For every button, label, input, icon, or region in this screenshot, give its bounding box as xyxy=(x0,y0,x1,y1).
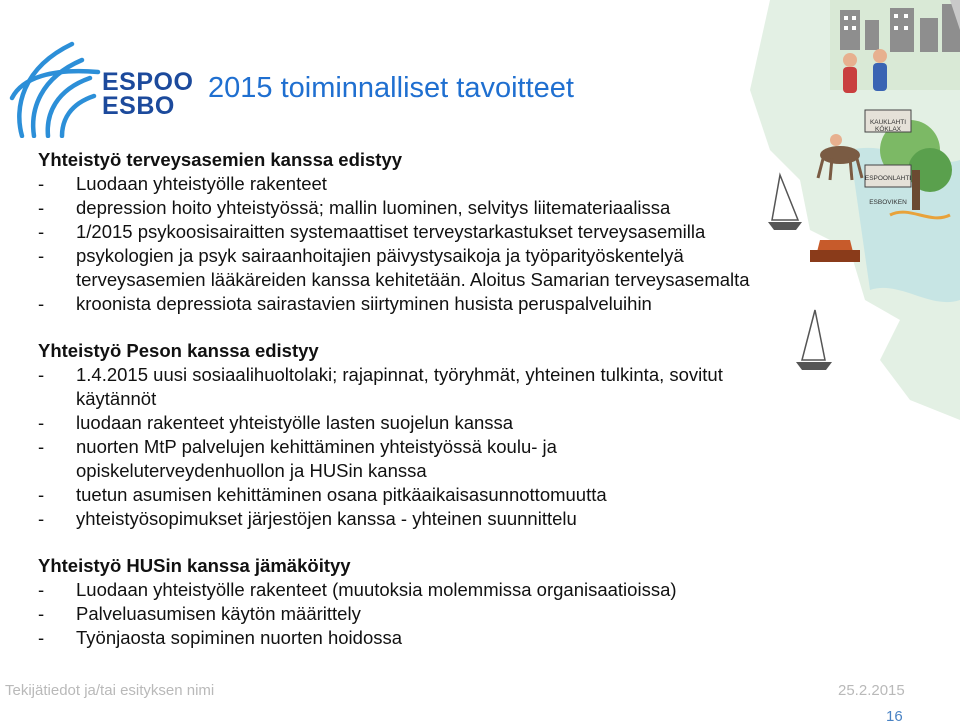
list-item: - Työnjaosta sopiminen nuorten hoidossa xyxy=(38,627,403,648)
list-item: - kroonista depressiota sairastavien siirtyminen husista peruspalveluihin xyxy=(38,293,652,314)
list-item: - tuetun asumisen kehittäminen osana pitkäaikaisasunnottomuutta xyxy=(38,484,607,505)
footer-presentation-name: Tekijätiedot ja/tai esityksen nimi xyxy=(5,682,215,699)
list-item: - depression hoito yhteistyössä; mallin luominen, selvitys liitemateriaalissa xyxy=(38,197,671,218)
footer-date: 25.2.2015 xyxy=(838,682,905,699)
list-item-continuation: opiskeluterveydenhuollon ja HUSin kanssa xyxy=(76,460,427,481)
list-item: - 1.4.2015 uusi sosiaalihuoltolaki; rajapinnat, työryhmät, yhteinen tulkinta, sovitut xyxy=(38,364,723,385)
slide-body xyxy=(38,148,898,650)
list-item-continuation: terveysasemien lääkäreiden kanssa kehitetään. Aloitus Samarian terveysasemalta xyxy=(76,269,750,290)
list-item: - luodaan rakenteet yhteistyölle lasten suojelun kanssa xyxy=(38,412,514,433)
list-item: - Luodaan yhteistyölle rakenteet (muutoksia molemmissa organisaatioissa) xyxy=(38,579,677,600)
map-label-esboviken: ESBOVIKEN xyxy=(869,199,907,206)
list-item: - 1/2015 psykoosisairaitten systemaattiset terveystarkastukset terveysasemilla xyxy=(38,221,706,242)
logo-esbo: ESBO xyxy=(102,92,175,120)
section-heading-hus: Yhteistyö HUSin kanssa jämäköityy xyxy=(38,555,351,576)
section-heading-peso: Yhteistyö Peson kanssa edistyy xyxy=(38,340,319,361)
logo-espoo: ESPOO xyxy=(102,68,194,96)
list-item: - psykologien ja psyk sairaanhoitajien päivystysaikoja ja työparityöskentelyä xyxy=(38,245,684,266)
list-item: - Palveluasumisen käytön määrittely xyxy=(38,603,361,624)
page-number: 16 xyxy=(886,708,903,725)
map-label-koklax: KÖKLAX xyxy=(874,126,902,133)
list-item: - nuorten MtP palvelujen kehittäminen yhteistyössä koulu- ja xyxy=(38,436,557,457)
map-label-espoonlahti: ESPOONLAHTI xyxy=(864,175,912,182)
map-label-kauklahti: KAUKLAHTI xyxy=(869,119,907,126)
slide-title: 2015 toiminnalliset tavoitteet xyxy=(208,72,574,104)
list-item: - yhteistyösopimukset järjestöjen kanssa - yhteinen suunnittelu xyxy=(38,508,577,529)
list-item: - Luodaan yhteistyölle rakenteet xyxy=(38,173,327,194)
section-heading-terveysasemat: Yhteistyö terveysasemien kanssa edistyy xyxy=(38,149,403,170)
list-item-continuation: käytännöt xyxy=(76,388,157,409)
logo-wordmark xyxy=(102,70,193,118)
